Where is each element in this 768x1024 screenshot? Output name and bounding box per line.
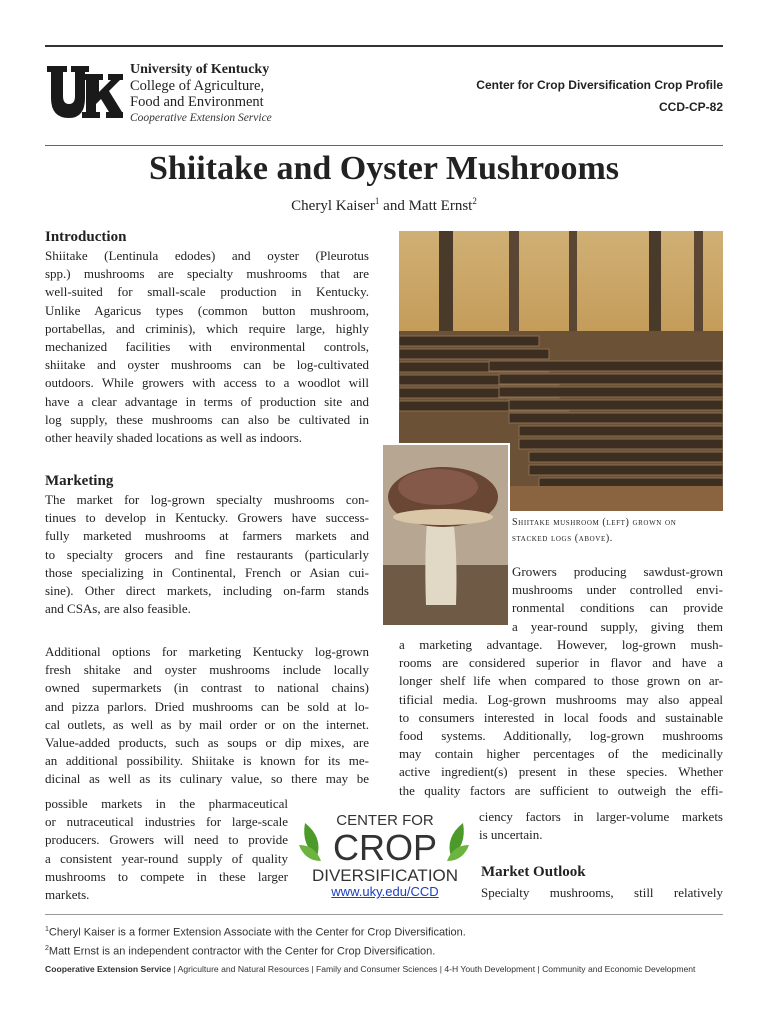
text-line: the quality factors are sufficient to outweigh the effi- — [399, 782, 723, 798]
text-line: or nutraceutical industries for large-scale — [45, 814, 288, 830]
ccd-diversification: DIVERSIFICATION — [311, 866, 459, 885]
text-line: ronmental conditions can provide — [512, 600, 723, 616]
author-1-mark: 1 — [374, 196, 380, 206]
text-line: possible markets in the pharmaceutical — [45, 796, 288, 811]
text-line: fresh shitake and oyster mushrooms include locally — [45, 662, 369, 678]
text-line: outdoors. While growers with access to a woodlot will — [45, 375, 369, 391]
profile-code: CCD-CP-82 — [658, 100, 723, 114]
author-1: Cheryl Kaiser — [291, 198, 375, 214]
footnote-1: $^1$Cheryl Kaiser is a former Extension Associate with the Center for Crop Diversification. — [45, 926, 466, 939]
text-line: Shiitake (Lentinula edodes) and oyster (Pleurotus — [45, 248, 369, 263]
header-rule — [45, 145, 723, 146]
ccd-crop: CROP — [332, 827, 438, 868]
university-name: University of Kentucky — [130, 62, 270, 77]
footer-units: | Agriculture and Natural Resources | Family and Consumer Sciences | 4-H Youth Development | Community and Economic Development — [173, 964, 696, 974]
top-rule — [45, 45, 723, 47]
caption-line-2: stacked logs (above). — [512, 533, 613, 544]
text-line: longer shelf life when compared to those grown on ar- — [399, 673, 723, 689]
university-name-block — [130, 62, 272, 126]
text-line: food systems. Additionally, log-grown mushrooms — [399, 728, 723, 744]
text-line: an additional possibility. Shiitake is known for its me- — [45, 753, 369, 769]
footnote-2: $^2$Matt Ernst is an independent contractor with the Center for Crop Diversification. — [45, 944, 436, 958]
text-line: fully marketed mushrooms at farmers markets and — [45, 528, 369, 544]
footer-service: Cooperative Extension Service — [45, 964, 172, 974]
marketing-paragraph-1 — [45, 491, 369, 618]
text-line: a year-round supply, giving them — [512, 618, 723, 634]
text-line: tificial media. Log-grown mushrooms may also appeal — [399, 691, 723, 707]
text-line: a marketing advantage. However, log-grown mush- — [399, 637, 723, 652]
text-line: a consistent year-round supply of quality — [45, 850, 288, 866]
profile-title: Center for Crop Diversification Crop Profile — [476, 78, 723, 92]
footnotes — [45, 922, 466, 959]
sawdust-paragraph-continued — [399, 636, 723, 800]
text-line: owned supermarkets (in contrast to national chains) — [45, 680, 369, 696]
text-line: ciency factors in larger-volume markets — [479, 809, 723, 824]
figure-caption — [512, 515, 722, 547]
text-line: portabellas, and criminis), which require large, highly — [45, 320, 369, 336]
ccd-website-link[interactable]: www.uky.edu/CCD — [331, 884, 439, 899]
intro-paragraph — [45, 247, 369, 447]
authors-line — [0, 196, 768, 215]
text-line: is uncertain. — [479, 827, 543, 843]
college-line-1: College of Agriculture, — [130, 78, 265, 94]
text-line: log supply, these mushrooms can also be cultivated in — [45, 411, 369, 427]
text-line: shiitake and oyster mushrooms can be log-cultivated — [45, 357, 369, 373]
text-line: tinues to develop in Kentucky. Growers have success- — [45, 510, 369, 526]
text-line: to specialty grocers and fine restaurants (particularly — [45, 546, 369, 562]
text-line: The market for log-grown specialty mushrooms con- — [45, 492, 369, 507]
text-line: may contain higher percentages of the medicinally — [399, 746, 723, 762]
left-leaf-icon — [299, 823, 321, 861]
text-line: rooms are considered superior in flavor and have a — [399, 655, 723, 671]
text-line: Unlike Agaricus types (common button mushroom, — [45, 302, 369, 318]
sawdust-paragraph — [512, 563, 723, 636]
text-line: cal outlets, as well as by mail order or on the internet. — [45, 716, 369, 732]
page-title: Shiitake and Oyster Mushrooms — [148, 150, 620, 187]
text-line: those specializing in Continental, French or Asian cui- — [45, 564, 369, 580]
footnote-rule — [45, 914, 723, 915]
marketing-heading: Marketing — [45, 473, 114, 489]
author-2-mark: 2 — [472, 196, 477, 206]
marketing-paragraph-2 — [45, 643, 369, 789]
text-line: well-suited for small-scale production in Kentucky. — [45, 284, 369, 300]
text-line: producers. Growers will need to provide — [45, 832, 288, 848]
extension-service: Cooperative Extension Service — [130, 112, 272, 124]
college-line-2: Food and Environment — [130, 94, 264, 110]
text-line: mechanized facilities with environmental controls, — [45, 339, 369, 355]
text-line: other heavily shaded locations as well as indoors. — [45, 430, 303, 446]
text-line: spp.) mushrooms are specialty mushrooms that are — [45, 266, 369, 282]
text-line: Growers producing sawdust-grown — [512, 564, 723, 579]
text-line: Value-added products, such as soups or dip mixes, are — [45, 735, 369, 751]
text-line: mushrooms under controlled envi- — [512, 582, 723, 598]
text-line: Additional options for marketing Kentucky log-grown — [45, 644, 369, 659]
uk-logo — [45, 62, 123, 122]
market-outlook-text: Specialty mushrooms, still relatively — [481, 885, 723, 900]
text-line: have a clear advantage in terms of production site and — [45, 393, 369, 409]
text-line: sine). Other direct markets, including on-farm stands — [45, 583, 369, 599]
marketing-paragraph-2-continued — [45, 795, 288, 904]
caption-line-1: Shiitake mushroom (left) grown on — [512, 517, 677, 528]
ccd-center-for: CENTER FOR — [336, 812, 434, 829]
text-line: and CSAs, are also feasible. — [45, 601, 191, 617]
text-line: markets. — [45, 887, 90, 903]
text-line: and pizza parlors. Dried mushrooms can be sold at lo- — [45, 698, 369, 714]
intro-heading: Introduction — [45, 229, 127, 245]
text-line: active ingredient(s) present in these species. Whether — [399, 764, 723, 780]
author-separator: and — [379, 198, 409, 214]
right-leaf-icon — [447, 823, 469, 861]
sawdust-paragraph-end — [479, 808, 723, 844]
shiitake-mushroom-photo — [381, 443, 510, 627]
author-2: Matt Ernst — [408, 198, 473, 214]
crop-profile-header — [476, 74, 723, 118]
text-line: dicinal as well as its culinary value, so there may be — [45, 771, 369, 787]
text-line: to consumers interested in local foods and sustainable — [399, 709, 723, 725]
footer-bar — [45, 964, 725, 974]
market-outlook-heading: Market Outlook — [481, 864, 586, 880]
text-line: mushrooms to compete in these larger — [45, 868, 288, 884]
